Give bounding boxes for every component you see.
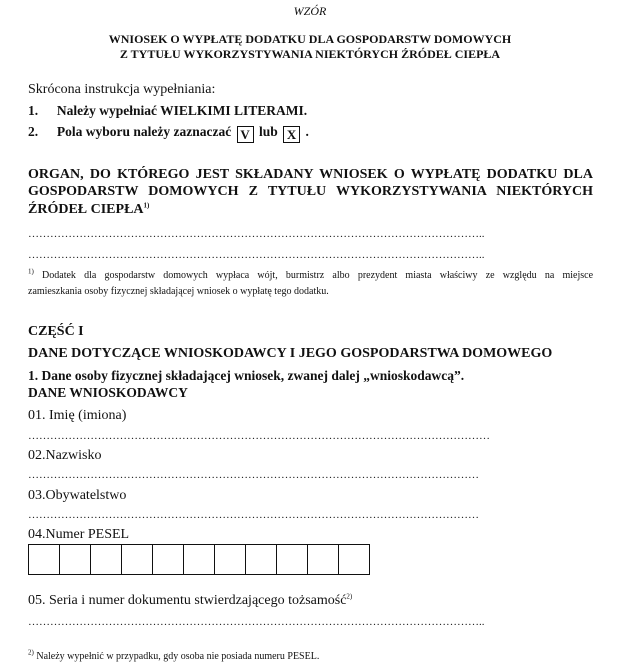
pesel-digit-cell[interactable] [215, 545, 246, 574]
pesel-digit-cell[interactable] [91, 545, 122, 574]
organ-entry-line-2[interactable]: …………………………………………………………………………………………………………….. [28, 249, 485, 261]
footnote-1-line1 [28, 267, 594, 281]
field-01-label: 01. Imię (imiona) [28, 408, 127, 423]
instruction-item-1 [28, 103, 307, 119]
end-dot: . [305, 124, 309, 139]
field-05-label-text: 05. Seria i numer dokumentu stwierdzającego tożsamość [28, 593, 347, 608]
footnote-2-text: Należy wypełnić w przypadku, gdy osoba nie posiada numeru PESEL. [36, 651, 320, 662]
field-03-label: 03.Obywatelstwo [28, 488, 127, 503]
footnote-2-mark: 2) [28, 648, 34, 657]
footnote-2 [28, 648, 320, 662]
pesel-digit-cell[interactable] [277, 545, 308, 574]
form-title-line2: Z TYTUŁU WYKORZYSTYWANIA NIEKTÓRYCH ŹRÓDEŁ CIEPŁA [119, 47, 501, 61]
or-text: lub [258, 124, 278, 139]
footnote-ref-2: 2) [346, 592, 353, 601]
instruction-item-2-number: 2. [28, 124, 39, 139]
section-1-title: 1. Dane osoby fizycznej składającej wniosek, zwanej dalej „wnioskodawcą”. [28, 368, 465, 383]
organ-heading-line2: GOSPODARSTW DOMOWYCH Z TYTUŁU WYKORZYSTYWANIA NIEKTÓRYCH [28, 184, 593, 199]
footnote-1-line1-text: Dodatek dla gospodarstw domowych wypłaca wójt, burmistrz albo prezydent miasta właściwy ze względu na miejsce [42, 270, 594, 281]
organ-heading-line3-text: ŹRÓDEŁ CIEPŁA [28, 202, 144, 217]
section-1-subtitle: DANE WNIOSKODAWCY [28, 385, 188, 400]
template-label: WZÓR [293, 4, 327, 18]
instruction-item-2 [28, 124, 309, 143]
pesel-digit-cell[interactable] [339, 545, 369, 574]
instruction-item-1-text: Należy wypełniać WIELKIMI LITERAMI. [56, 103, 308, 118]
instruction-item-2-text: Pola wyboru należy zaznaczać [56, 124, 232, 139]
checkbox-x-example: X [283, 126, 300, 143]
organ-heading-line3 [28, 202, 149, 218]
instruction-item-1-number: 1. [28, 103, 39, 118]
field-05-label [28, 593, 352, 609]
footnote-ref-1: 1) [143, 201, 150, 210]
pesel-digit-cell[interactable] [184, 545, 215, 574]
pesel-digit-cell[interactable] [308, 545, 339, 574]
field-02-label: 02.Nazwisko [28, 448, 102, 463]
part-1-heading: CZĘŚĆ I [28, 324, 84, 339]
organ-heading-line1: ORGAN, DO KTÓREGO JEST SKŁADANY WNIOSEK O WYPŁATĘ DODATKU DLA [28, 167, 593, 182]
pesel-digit-cell[interactable] [60, 545, 91, 574]
pesel-input-grid[interactable] [28, 544, 370, 575]
footnote-1-mark: 1) [28, 267, 34, 276]
field-03-input[interactable]: …………………………………………………………………………………………………………… [28, 509, 479, 521]
field-02-input[interactable]: …………………………………………………………………………………………………………… [28, 469, 479, 481]
pesel-digit-cell[interactable] [29, 545, 60, 574]
field-01-input[interactable]: ……………………………………………………………………………………………………………… [28, 430, 490, 442]
pesel-digit-cell[interactable] [153, 545, 184, 574]
pesel-digit-cell[interactable] [122, 545, 153, 574]
field-05-input[interactable]: …………………………………………………………………………………………………………….. [28, 616, 485, 628]
organ-entry-line-1[interactable]: …………………………………………………………………………………………………………….. [28, 228, 485, 240]
field-04-label: 04.Numer PESEL [28, 527, 130, 542]
checkbox-v-example: V [237, 126, 254, 143]
pesel-digit-cell[interactable] [246, 545, 277, 574]
instructions-heading: Skrócona instrukcja wypełniania: [28, 82, 216, 97]
form-title-line1: WNIOSEK O WYPŁATĘ DODATKU DLA GOSPODARSTW DOMOWYCH [108, 32, 512, 46]
footnote-1-line2: zamieszkania osoby fizycznej składającej wniosek o wypłatę tego dodatku. [28, 286, 329, 297]
part-1-subheading: DANE DOTYCZĄCE WNIOSKODAWCY I JEGO GOSPODARSTWA DOMOWEGO [28, 346, 553, 361]
